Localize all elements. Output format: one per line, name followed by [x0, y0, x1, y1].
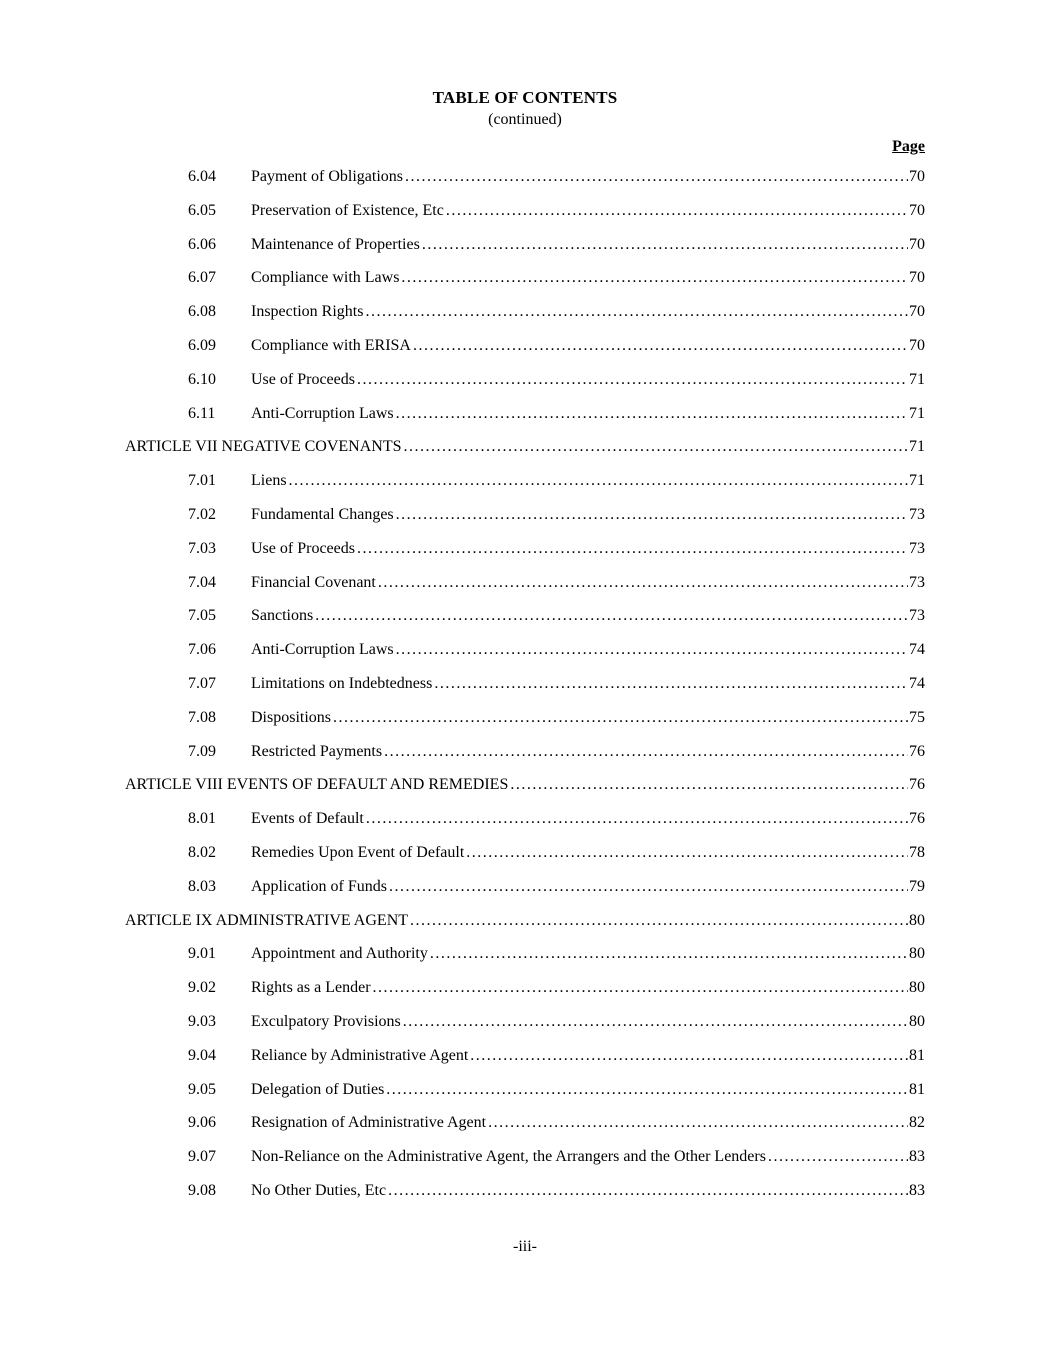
toc-entry-title: Preservation of Existence, Etc: [251, 201, 444, 219]
toc-leader-dots: [430, 945, 908, 963]
toc-title: TABLE OF CONTENTS: [432, 88, 618, 107]
toc-entry-number: 6.08: [188, 303, 216, 321]
toc-entry-title: Dispositions: [251, 708, 332, 726]
toc-entry-page: 83: [909, 1148, 925, 1166]
toc-leader-dots: [396, 405, 908, 423]
toc-entry-page: 75: [909, 708, 925, 726]
page-column-label-row: [125, 138, 925, 156]
toc-leader-dots: [510, 776, 908, 794]
toc-entry: [125, 303, 925, 337]
toc-entry-title: Maintenance of Properties: [251, 235, 420, 253]
toc-entry-page: 74: [909, 674, 925, 692]
toc-entry-page: 70: [909, 269, 925, 287]
toc-entry-title: Non-Reliance on the Administrative Agent, the Arrangers and the Other Lenders: [251, 1148, 766, 1166]
toc-entry-page: 76: [909, 776, 925, 794]
toc-entry-page: 73: [909, 607, 925, 625]
toc-entry-title: Sanctions: [251, 607, 314, 625]
toc-entry-number: 7.08: [188, 708, 216, 726]
toc-entry-title: Rights as a Lender: [251, 979, 371, 997]
toc-entry: [125, 574, 925, 608]
toc-entry: [125, 269, 925, 303]
toc-leader-dots: [401, 269, 908, 287]
toc-entry-title: Inspection Rights: [251, 303, 364, 321]
toc-entry-page: 78: [909, 843, 925, 861]
toc-entry: [125, 472, 925, 506]
toc-entry-number: 6.10: [188, 370, 216, 388]
toc-entry-title: No Other Duties, Etc: [251, 1181, 387, 1199]
toc-entry-page: 70: [909, 235, 925, 253]
toc-entry: [125, 641, 925, 675]
toc-entry-page: 73: [909, 573, 925, 591]
toc-subtitle: (continued): [488, 111, 562, 128]
toc-entry-number: 9.02: [188, 979, 216, 997]
toc-entry-title: Remedies Upon Event of Default: [251, 843, 465, 861]
toc-entry-page: 74: [909, 641, 925, 659]
toc-entry-number: 8.01: [188, 810, 216, 828]
toc-leader-dots: [396, 641, 908, 659]
toc-entry-title: Limitations on Indebtedness: [251, 674, 433, 692]
toc-entry-page: 71: [909, 438, 925, 456]
page-column-label: Page: [892, 138, 925, 155]
toc-entry-number: 6.05: [188, 201, 216, 219]
toc-entry-page: 80: [909, 1012, 925, 1030]
toc-entry-number: 6.07: [188, 269, 216, 287]
toc-entry-page: 82: [909, 1114, 925, 1132]
toc-leader-dots: [396, 506, 908, 524]
toc-entry-title: Appointment and Authority: [251, 945, 428, 963]
toc-entry-page: 83: [909, 1181, 925, 1199]
toc-entry-page: 76: [909, 742, 925, 760]
toc-leader-dots: [357, 540, 908, 558]
toc-leader-dots: [405, 168, 908, 186]
toc-entry: [125, 776, 925, 810]
toc-entry: [125, 878, 925, 912]
toc-entry-page: 80: [909, 911, 925, 929]
toc-entry-number: 7.01: [188, 472, 216, 490]
toc-entry-title: Payment of Obligations: [251, 168, 403, 185]
toc-entry-number: 6.06: [188, 235, 216, 253]
toc-entry: [125, 1047, 925, 1081]
toc-leader-dots: [378, 574, 908, 592]
toc-leader-dots: [434, 675, 908, 693]
toc-leader-dots: [333, 709, 908, 727]
toc-entry-page: 81: [909, 1080, 925, 1098]
toc-entry-page: 70: [909, 168, 925, 185]
toc-entry-title: Compliance with Laws: [251, 269, 400, 287]
toc-entry-page: 73: [909, 539, 925, 557]
toc-entry-title: Anti-Corruption Laws: [251, 641, 394, 659]
toc-entry-number: 7.07: [188, 674, 216, 692]
toc-leader-dots: [768, 1148, 908, 1166]
toc-entry-number: 9.03: [188, 1012, 216, 1030]
toc-leader-dots: [446, 202, 908, 220]
toc-entry-number: 8.02: [188, 843, 216, 861]
toc-entry-number: 7.04: [188, 573, 216, 591]
toc-entry-number: 7.05: [188, 607, 216, 625]
toc-entry: [125, 844, 925, 878]
toc-leader-dots: [413, 337, 908, 355]
toc-leader-dots: [386, 1081, 908, 1099]
toc-leader-dots: [315, 607, 908, 625]
page-footer-number: -iii-: [513, 1237, 537, 1255]
toc-leader-dots: [289, 472, 908, 490]
toc-entry-page: 71: [909, 472, 925, 490]
toc-entry-title: Delegation of Duties: [251, 1080, 385, 1098]
toc-entry-page: 70: [909, 336, 925, 354]
toc-entry-title: Anti-Corruption Laws: [251, 404, 394, 422]
toc-entry: [125, 438, 925, 472]
toc-entry-number: 9.01: [188, 945, 216, 963]
toc-entry: [125, 743, 925, 777]
toc-entry-number: 9.08: [188, 1181, 216, 1199]
toc-leader-dots: [410, 912, 908, 930]
toc-entry: [125, 540, 925, 574]
toc-entry: [125, 1013, 925, 1047]
toc-entry-page: 81: [909, 1046, 925, 1064]
toc-entry-number: 7.09: [188, 742, 216, 760]
toc-entry: [125, 709, 925, 743]
toc-entry-page: 79: [909, 877, 925, 895]
toc-leader-dots: [357, 371, 908, 389]
toc-entry-title: Resignation of Administrative Agent: [251, 1114, 487, 1132]
toc-entry-number: 9.04: [188, 1046, 216, 1064]
toc-entry-title: Exculpatory Provisions: [251, 1012, 401, 1030]
toc-entry-number: 7.06: [188, 641, 216, 659]
toc-entry-number: 7.02: [188, 505, 216, 523]
toc-entry-number: 9.07: [188, 1148, 216, 1166]
toc-entry: [125, 371, 925, 405]
toc-entry-title: Application of Funds: [251, 877, 387, 895]
toc-entry-title: Use of Proceeds: [251, 539, 355, 557]
toc-entry: [125, 607, 925, 641]
toc-entry-title: ARTICLE IX ADMINISTRATIVE AGENT: [125, 911, 409, 929]
toc-entry: [125, 1148, 925, 1182]
toc-entry-title: Fundamental Changes: [251, 505, 394, 523]
toc-entry: [125, 1081, 925, 1115]
toc-entry-page: 73: [909, 505, 925, 523]
toc-entry: [125, 912, 925, 946]
toc-entry-title: Compliance with ERISA: [251, 336, 411, 354]
toc-entry-number: 6.09: [188, 336, 216, 354]
toc-entry-title: ARTICLE VIII EVENTS OF DEFAULT AND REMEDIES: [125, 776, 509, 794]
toc-entry-number: 6.04: [188, 168, 216, 185]
toc-entry: [125, 675, 925, 709]
toc-entry-page: 71: [909, 404, 925, 422]
toc-leader-dots: [404, 438, 909, 456]
toc-entry-number: 8.03: [188, 877, 216, 895]
toc-leader-dots: [466, 844, 908, 862]
toc-leader-dots: [365, 303, 908, 321]
toc-entry: [125, 168, 925, 202]
toc-entry: [125, 202, 925, 236]
toc-entry-title: Use of Proceeds: [251, 370, 355, 388]
toc-entry-number: 6.11: [188, 404, 216, 422]
toc-entry-title: Liens: [251, 472, 287, 490]
toc-entry: [125, 506, 925, 540]
toc-entry-title: Financial Covenant: [251, 573, 376, 591]
toc-entry: [125, 1182, 925, 1216]
toc-entry: [125, 945, 925, 979]
toc-entry: [125, 810, 925, 844]
toc-entry: [125, 337, 925, 371]
toc-leader-dots: [488, 1114, 908, 1132]
toc-entry-number: 9.06: [188, 1114, 216, 1132]
toc-leader-dots: [366, 810, 908, 828]
toc-entry-title: ARTICLE VII NEGATIVE COVENANTS: [125, 438, 402, 456]
toc-entry-page: 71: [909, 370, 925, 388]
toc-entry-page: 70: [909, 303, 925, 321]
toc-entry-page: 70: [909, 201, 925, 219]
toc-entry-page: 80: [909, 979, 925, 997]
toc-entry: [125, 405, 925, 439]
toc-entry: [125, 979, 925, 1013]
toc-entry: [125, 236, 925, 270]
toc-leader-dots: [422, 236, 908, 254]
toc-leader-dots: [470, 1047, 908, 1065]
toc-leader-dots: [403, 1013, 908, 1031]
toc-entry-page: 76: [909, 810, 925, 828]
toc-leader-dots: [384, 743, 908, 761]
toc-entry: [125, 1114, 925, 1148]
toc-leader-dots: [388, 1182, 908, 1200]
toc-entry-title: Reliance by Administrative Agent: [251, 1046, 469, 1064]
toc-entry-title: Events of Default: [251, 810, 364, 828]
toc-entry-number: 9.05: [188, 1080, 216, 1098]
toc-leader-dots: [373, 979, 908, 997]
toc-leader-dots: [389, 878, 908, 896]
toc-entry-number: 7.03: [188, 539, 216, 557]
toc-entry-page: 80: [909, 945, 925, 963]
toc-list: [125, 168, 925, 1216]
toc-entry-title: Restricted Payments: [251, 742, 383, 760]
